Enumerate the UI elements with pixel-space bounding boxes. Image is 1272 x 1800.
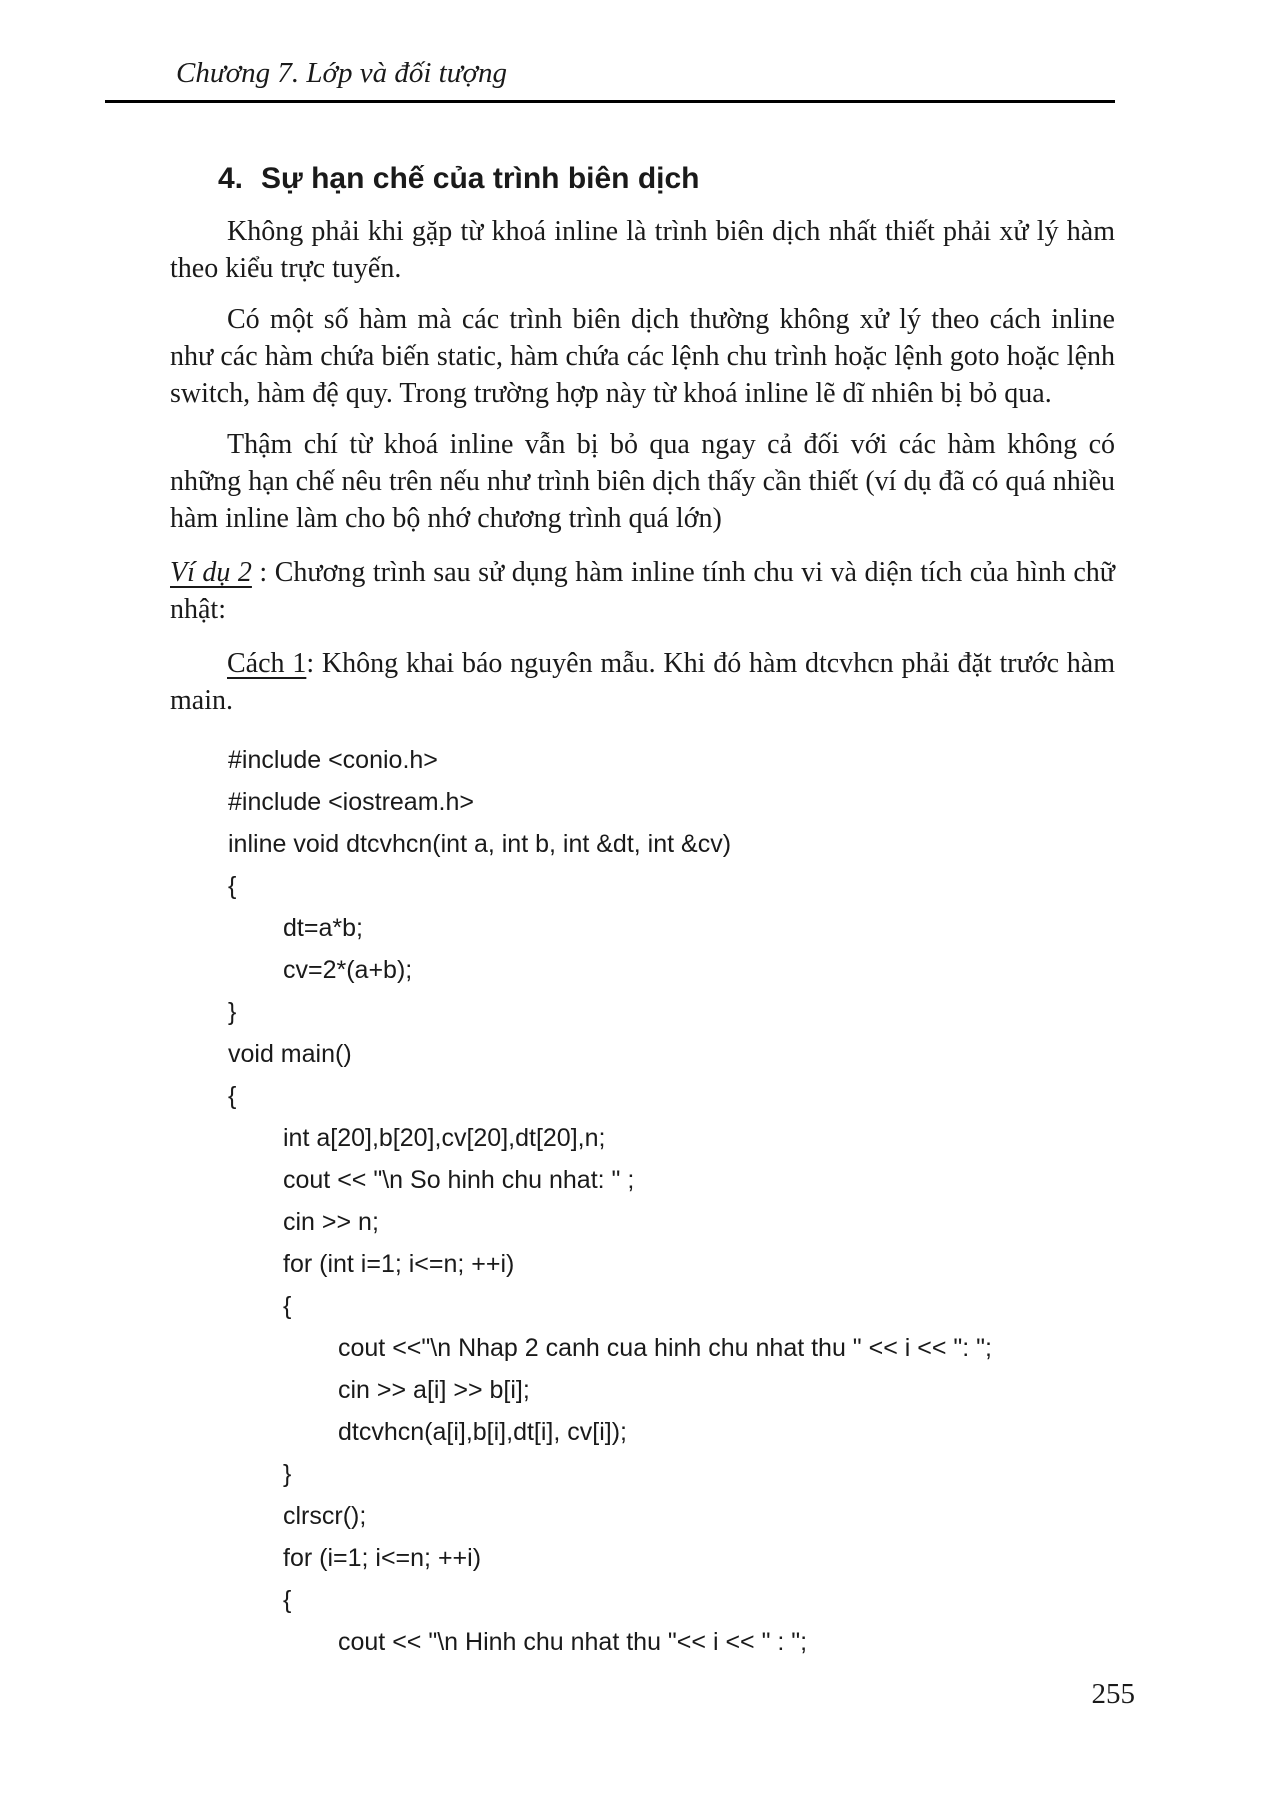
code-line: clrscr();	[283, 1502, 367, 1530]
paragraph-1: Không phải khi gặp từ khoá inline là trình biên dịch nhất thiết phải xử lý hàm theo kiểu trực tuyến.	[170, 216, 1115, 284]
code-line: cout << "\n Hinh chu nhat thu "<< i << " : ";	[338, 1628, 808, 1656]
code-line: for (int i=1; i<=n; ++i)	[283, 1250, 515, 1278]
code-line: inline void dtcvhcn(int a, int b, int &dt, int &cv)	[228, 830, 732, 858]
code-line: cout << "\n So hinh chu nhat: " ;	[283, 1166, 635, 1194]
code-line: dtcvhcn(a[i],b[i],dt[i], cv[i]);	[338, 1418, 627, 1446]
method-label: Cách 1	[227, 648, 307, 679]
code-line: void main()	[228, 1040, 352, 1068]
code-line: for (i=1; i<=n; ++i)	[283, 1544, 482, 1572]
code-line: }	[283, 1460, 292, 1488]
code-line: {	[228, 872, 237, 900]
code-block	[170, 739, 1115, 1663]
example-paragraph	[170, 554, 1115, 628]
code-line: {	[228, 1082, 237, 1110]
paragraph-3: Thậm chí từ khoá inline vẫn bị bỏ qua ngay cả đối với các hàm không có những hạn chế nêu trên nếu như trình biên dịch thấy cần thiết (ví dụ đã có quá nhiều hàm inline làm cho bộ nhớ chương trình quá lớn)	[170, 429, 1115, 534]
header-rule	[105, 100, 1115, 103]
method-text: : Không khai báo nguyên mẫu. Khi đó hàm dtcvhcn phải đặt trước hàm main.	[170, 648, 1116, 716]
code-line: cin >> a[i] >> b[i];	[338, 1376, 530, 1404]
chapter-header	[170, 56, 1115, 90]
code-line: cin >> n;	[283, 1208, 379, 1236]
code-line: }	[228, 998, 237, 1026]
section-title: Sự hạn chế của trình biên dịch	[261, 162, 700, 195]
section-number: 4.	[218, 162, 244, 195]
page-number: 255	[1091, 1678, 1135, 1710]
code-line: int a[20],b[20],cv[20],dt[20],n;	[283, 1124, 606, 1152]
method-paragraph	[170, 645, 1115, 719]
chapter-title: Chương 7. Lớp và đối tượng	[176, 57, 508, 89]
example-label: Ví dụ 2	[170, 557, 252, 588]
code-line: #include <iostream.h>	[228, 788, 474, 816]
code-line: cv=2*(a+b);	[283, 956, 413, 984]
code-line: cout <<"\n Nhap 2 canh cua hinh chu nhat thu " << i << ": ";	[338, 1334, 993, 1362]
paragraph-2: Có một số hàm mà các trình biên dịch thường không xử lý theo cách inline như các hàm chứa biến static, hàm chứa các lệnh chu trình hoặc lệnh goto hoặc lệnh switch, hàm đệ quy. Trong trường hợp này từ khoá inline lẽ dĩ nhiên bị bỏ qua.	[170, 304, 1115, 409]
code-line: {	[283, 1292, 292, 1320]
code-line: dt=a*b;	[283, 914, 363, 942]
code-line: {	[283, 1586, 292, 1614]
example-text: : Chương trình sau sử dụng hàm inline tính chu vi và diện tích của hình chữ nhật:	[170, 557, 1115, 625]
code-line: #include <conio.h>	[228, 746, 438, 774]
section-heading	[218, 159, 1115, 199]
